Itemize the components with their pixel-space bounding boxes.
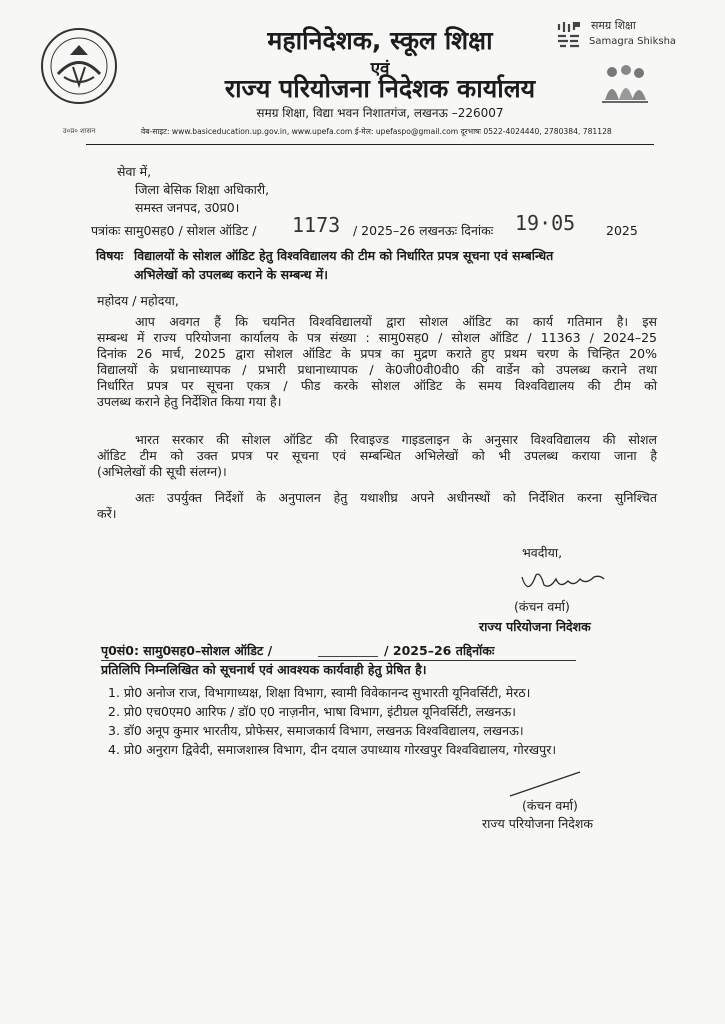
ref-year: 2025	[606, 223, 638, 238]
subject-line-2: अभिलेखों को उपलब्ध कराने के सम्बन्ध में।	[134, 267, 328, 282]
header-and: एवं	[370, 59, 390, 79]
paragraph-2-line: भारत सरकार की सोशल ऑडिट की रिवाइज्ड गाइडलाइन के अनुसार विश्वविद्यालय की सोशल	[135, 432, 657, 447]
endorsement-ref-prefix: पृ0सं0: सामु0सह0–सोशल ऑडिट /	[101, 643, 273, 658]
endorsement-signatory-title: राज्य परियोजना निदेशक	[482, 816, 593, 831]
ref-number: 1173	[292, 213, 341, 237]
ref-date: 19·05	[515, 211, 576, 235]
emblem-caption: उ०प्र० शासन	[62, 127, 96, 135]
paragraph-2-line: (अभिलेखों की सूची संलग्न)।	[97, 464, 227, 479]
list-item: 2. प्रो0 एच0एम0 आरिफ / डॉ0 ए0 नाज़नीन, भाषा विभाग, इंटीग्रल यूनिवर्सिटी, लखनऊ।	[108, 704, 516, 719]
samagra-shiksha-logo-icon	[555, 20, 583, 50]
signatory-title: राज्य परियोजना निदेशक	[479, 619, 591, 634]
recipient-line-2: समस्त जनपद, उ0प्र0।	[135, 200, 240, 215]
paragraph-1-line: दिनांक 26 मार्च, 2025 द्वारा सोशल ऑडिट के प्रपत्र का मुद्रण कराते हुए प्रथम चरण के चिन्हित 20%	[97, 346, 657, 361]
ref-prefix: पत्रांकः सामु0सह0 / सोशल ऑडिट /	[91, 223, 257, 238]
header-contact: वेब-साइट: www.basiceducation.up.gov.in, www.upefa.com ई-मेल: upefaspo@gmail.com दूरभाषः 0522-4024440, 2780384, 781128	[141, 127, 612, 136]
subject-label: विषयः	[96, 248, 124, 263]
paragraph-1-line: निर्धारित प्रपत्र पर सूचना एकत्र / फीड करके सोशल ऑडिट के समय विश्वविद्यालय की टीम को	[97, 378, 657, 393]
paragraph-3	[97, 490, 657, 522]
endorsement-ref-blank	[318, 656, 378, 657]
paragraph-2-line: ऑडिट टीम को उक्त प्रपत्र पर सूचना एवं सम्बन्धित अभिलेखों को भी उपलब्ध कराया जाना है	[97, 448, 657, 463]
paragraph-2	[97, 432, 657, 480]
closing: भवदीया,	[522, 545, 563, 560]
signature-1	[518, 567, 608, 599]
paragraph-1-line: सम्बन्ध में राज्य परियोजना कार्यालय के पत्र संख्या : सामु0सह0 / सोशल ऑडिट / 11363 / 2024–25	[97, 330, 657, 345]
paragraph-1-line: विद्यालयों के प्रधानाध्यापक / प्रभारी प्रधानाध्यापक / के0जी0वी0वी0 की वार्डेन को उपलब्ध कराने तथा	[97, 362, 657, 377]
endorsement-signatory-name: (कंचन वर्मा)	[522, 798, 578, 813]
header-title: महानिदेशक, स्कूल शिक्षा	[267, 26, 493, 55]
children-illustration-icon	[600, 60, 650, 105]
samagra-shiksha-english: Samagra Shiksha	[589, 36, 677, 47]
subject-line-1: विद्यालयों के सोशल ऑडिट हेतु विश्वविद्यालय की टीम को निर्धारित प्रपत्र सूचना एवं सम्बन्धित	[134, 248, 554, 263]
list-item: 3. डॉ0 अनूप कुमार भारतीय, प्रोफेसर, समाजकार्य विभाग, लखनऊ विश्वविद्यालय, लखनऊ।	[108, 723, 524, 738]
endorsement-ref-suffix: / 2025–26 तद्दिनॉकः	[384, 643, 495, 658]
ref-suffix: / 2025–26 लखनऊः दिनांकः	[353, 223, 494, 238]
list-item: 4. प्रो0 अनुराग द्विवेदी, समाजशास्त्र विभाग, दीन दयाल उपाध्याय गोरखपुर विश्वविद्यालय, गोरखपुर।	[108, 742, 557, 757]
header-office: राज्य परियोजना निदेशक कार्यालय	[224, 74, 536, 103]
greeting: महोदय / महोदया,	[97, 293, 179, 308]
salutation-to: सेवा में,	[117, 164, 152, 179]
endorsement-list	[108, 683, 668, 759]
paragraph-1-line: आप अवगत हैं कि चयनित विश्वविद्यालयों द्वारा सोशल ऑडिट का कार्य गतिमान है। इस	[135, 314, 657, 329]
signatory-name: (कंचन वर्मा)	[514, 599, 570, 614]
paragraph-1	[97, 314, 657, 410]
recipient-line-1: जिला बेसिक शिक्षा अधिकारी,	[135, 182, 270, 197]
header-address: समग्र शिक्षा, विद्या भवन निशातगंज, लखनऊ –226007	[256, 106, 504, 120]
endorsement-intro: प्रतिलिपि निम्नलिखित को सूचनार्थ एवं आवश्यक कार्यवाही हेतु प्रेषित है।	[101, 662, 427, 677]
up-government-emblem	[40, 27, 118, 105]
paragraph-3-line: अतः उपर्युक्त निर्देशों के अनुपालन हेतु यथाशीघ्र अपने अधीनस्थों को निर्देशित करना सुनिश्चित	[135, 490, 657, 505]
samagra-shiksha-hindi: समग्र शिक्षा	[591, 19, 636, 32]
signature-2	[506, 768, 586, 800]
paragraph-1-line: उपलब्ध कराने हेतु निर्देशित किया गया है।	[97, 394, 282, 409]
list-item: 1. प्रो0 अनोज राज, विभागाध्यक्ष, शिक्षा विभाग, स्वामी विवेकानन्द सुभारती यूनिवर्सिटी, मेरठ।	[108, 685, 531, 700]
header-divider	[86, 144, 654, 145]
paragraph-3-line: करें।	[97, 506, 117, 521]
